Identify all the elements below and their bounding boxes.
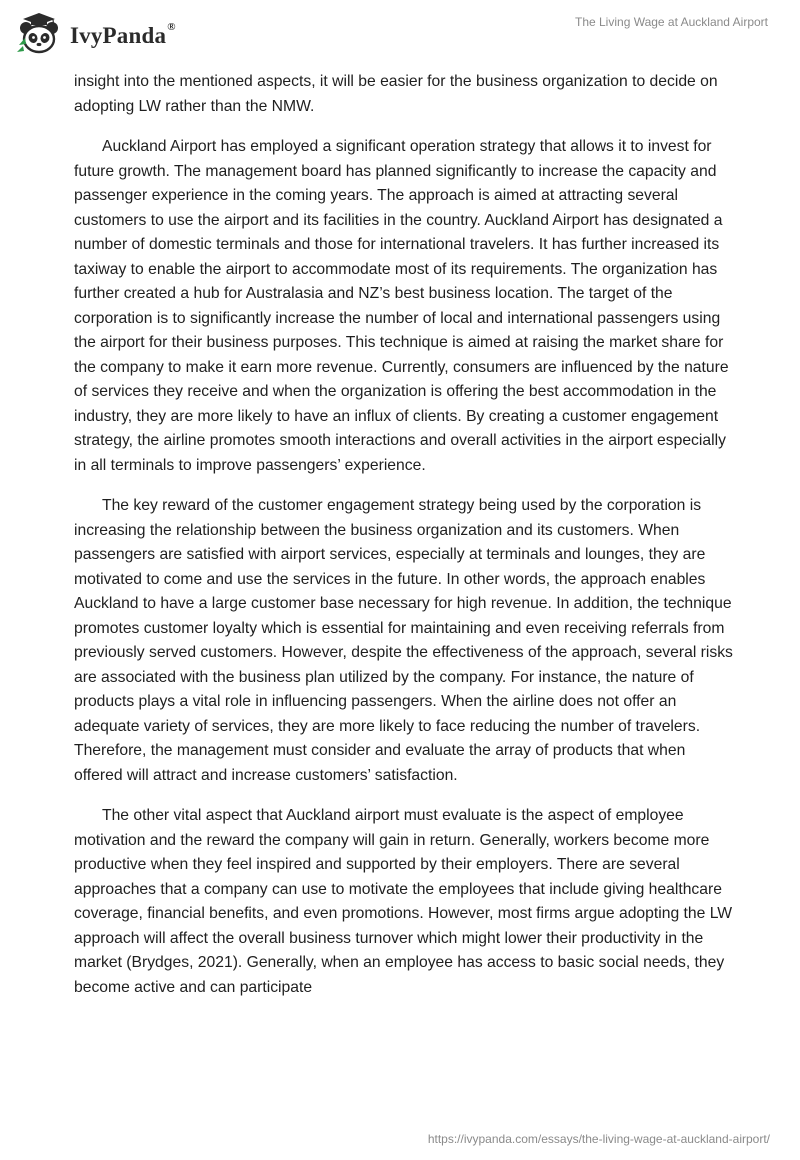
essay-body xyxy=(74,70,734,1016)
page-header xyxy=(0,0,800,70)
paragraph: The other vital aspect that Auckland airport must evaluate is the aspect of employee motivation and the reward the company will gain in return. Generally, workers become more productive when they feel inspired and supported by their employers. There are several approaches that a company can use to motivate the employees that include giving healthcare coverage, financial benefits, and even promotions. However, most firms argue adopting the LW approach will affect the overall business turnover which might lower their productivity in the market (Brydges, 2021). Generally, when an employee has access to basic social needs, they become active and can participate xyxy=(74,807,733,996)
registered-mark: ® xyxy=(167,21,176,34)
paragraph-continuation: insight into the mentioned aspects, it will be easier for the business organization to decide on adopting LW rather than the NMW. xyxy=(74,73,718,115)
paragraph: Auckland Airport has employed a significant operation strategy that allows it to invest for future growth. The management board has planned significantly to increase the capacity and passenger experience in the coming years. The approach is aimed at attracting several customers to use the airport and its facilities in the country. Auckland Airport has designated a number of domestic terminals and those for international travelers. It has further increased its taxiway to enable the airport to accommodate most of its requirements. The organization has further created a hub for Australasia and NZ’s best business location. The target of the corporation is to significantly increase the number of local and international passengers using the airport for their business purposes. This technique is aimed at raising the market share for the company to make it earn more revenue. Currently, consumers are influenced by the nature of services they receive and when the organization is offering the best accommodation in the industry, they are more likely to have an influx of clients. By creating a customer engagement strategy, the airline promotes smooth interactions and overall activities in the airport especially in all terminals to improve passengers’ experience. xyxy=(74,138,729,474)
paragraph: The key reward of the customer engagement strategy being used by the corporation is increasing the relationship between the business organization and its customers. When passengers are satisfied with airport services, especially at terminals and lounges, they are motivated to come and use the services in the future. In other words, the approach enables Auckland to have a large customer base necessary for high revenue. In addition, the technique promotes customer loyalty which is essential for maintaining and even receiving referrals from previously served customers. However, despite the effectiveness of the approach, several risks are associated with the business plan utilized by the company. For instance, the nature of products plays a vital role in influencing passengers. When the airline does not offer an adequate variety of services, they are more likely to face reducing the number of travelers. Therefore, the management must consider and evaluate the array of products that when offered will attract and increase customers’ satisfaction. xyxy=(74,497,733,784)
document-title: The Living Wage at Auckland Airport xyxy=(575,15,768,29)
source-url-link[interactable]: https://ivypanda.com/essays/the-living-wage-at-auckland-airport/ xyxy=(427,1132,770,1146)
brand-name xyxy=(70,23,176,49)
panda-logo-icon xyxy=(14,10,66,58)
brand-name-text: IvyPanda xyxy=(70,23,167,48)
brand-logo[interactable] xyxy=(14,10,176,58)
